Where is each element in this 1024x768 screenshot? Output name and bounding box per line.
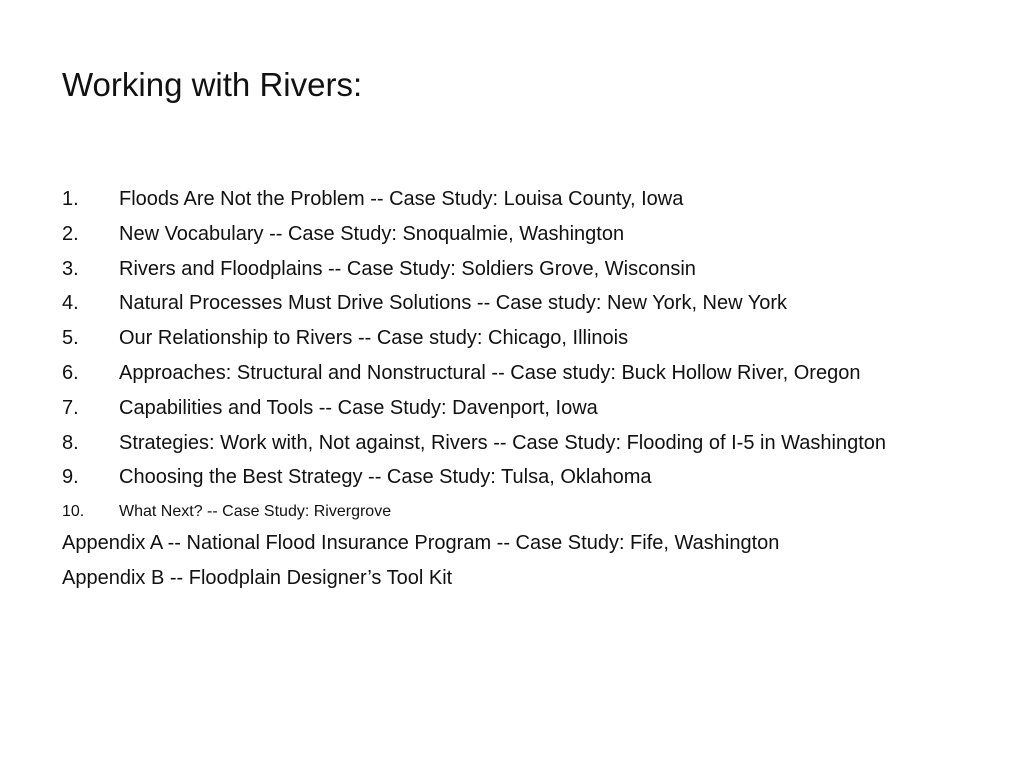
chapter-item-6 bbox=[62, 356, 1002, 391]
chapter-text: Our Relationship to Rivers -- Case study: Chicago, Illinois bbox=[119, 327, 629, 350]
chapter-number: 7. bbox=[62, 396, 79, 419]
slide-title: Working with Rivers: bbox=[62, 66, 363, 103]
chapter-item-1 bbox=[62, 182, 1002, 217]
chapter-item-4 bbox=[62, 286, 1002, 321]
chapter-item-7 bbox=[62, 391, 1002, 426]
chapter-text: Capabilities and Tools -- Case Study: Davenport, Iowa bbox=[119, 396, 598, 419]
chapter-number: 10. bbox=[62, 503, 85, 521]
chapter-item-3 bbox=[62, 252, 1002, 287]
chapter-number: 5. bbox=[62, 327, 79, 350]
chapter-item-9 bbox=[62, 460, 1002, 495]
chapter-text: Strategies: Work with, Not against, Rivers -- Case Study: Flooding of I-5 in Washington bbox=[119, 431, 886, 454]
chapter-text: Rivers and Floodplains -- Case Study: Soldiers Grove, Wisconsin bbox=[119, 257, 696, 280]
chapter-text: Floods Are Not the Problem -- Case Study: Louisa County, Iowa bbox=[119, 188, 684, 210]
appendix-list bbox=[62, 526, 779, 596]
chapter-number: 3. bbox=[62, 257, 79, 280]
chapter-text: Approaches: Structural and Nonstructural -- Case study: Buck Hollow River, Oregon bbox=[119, 361, 861, 384]
chapter-text: Choosing the Best Strategy -- Case Study: Tulsa, Oklahoma bbox=[119, 466, 652, 489]
chapter-number: 8. bbox=[62, 431, 79, 454]
appendix-item-b: Appendix B -- Floodplain Designer’s Tool Kit bbox=[62, 566, 453, 589]
chapter-text: What Next? -- Case Study: Rivergrove bbox=[119, 503, 392, 521]
chapter-number: 2. bbox=[62, 222, 79, 245]
chapter-list bbox=[62, 182, 1002, 530]
chapter-item-2 bbox=[62, 217, 1002, 252]
chapter-text: New Vocabulary -- Case Study: Snoqualmie, Washington bbox=[119, 222, 625, 245]
chapter-number: 9. bbox=[62, 466, 79, 489]
chapter-item-10 bbox=[62, 495, 1002, 530]
chapter-number: 4. bbox=[62, 292, 79, 315]
chapter-item-8 bbox=[62, 426, 1002, 461]
chapter-number: 6. bbox=[62, 361, 79, 384]
chapter-number: 1. bbox=[62, 188, 79, 210]
appendix-item-a: Appendix A -- National Flood Insurance Program -- Case Study: Fife, Washington bbox=[62, 532, 780, 554]
chapter-item-5 bbox=[62, 321, 1002, 356]
chapter-text: Natural Processes Must Drive Solutions -- Case study: New York, New York bbox=[119, 292, 788, 315]
